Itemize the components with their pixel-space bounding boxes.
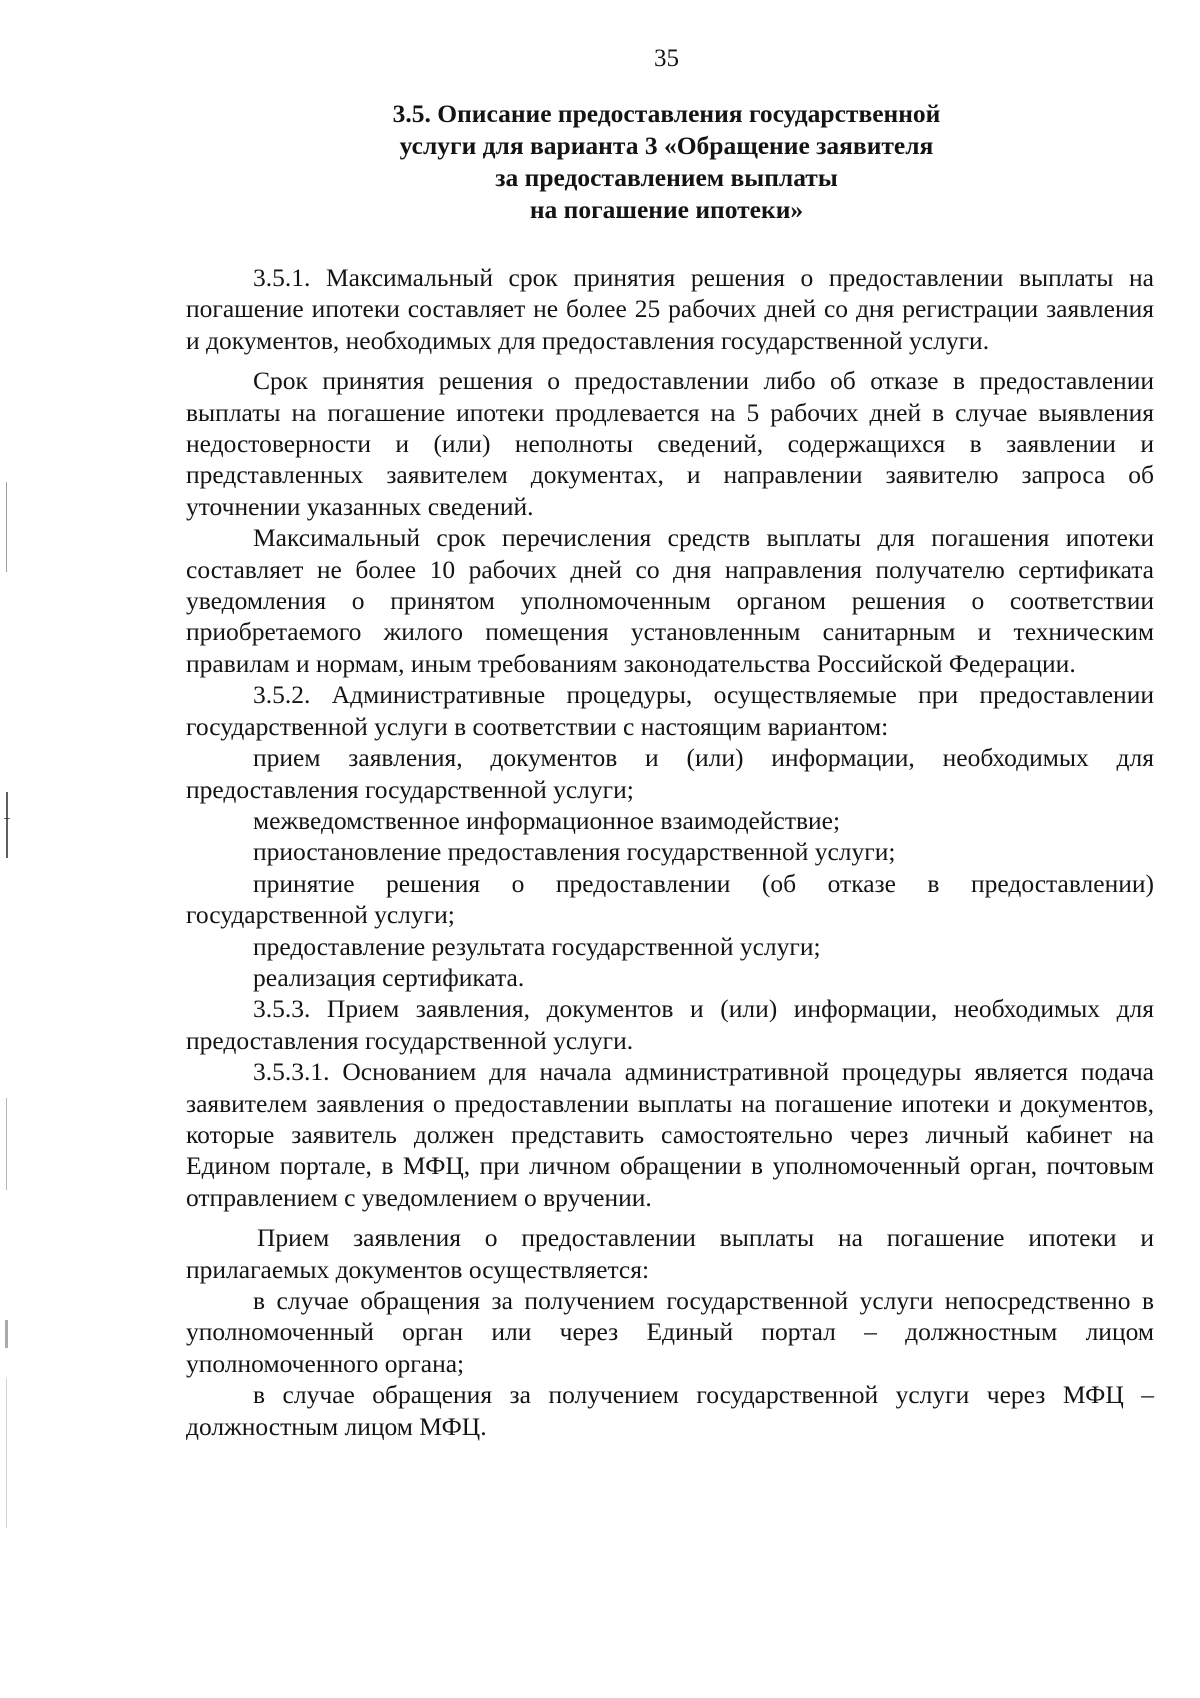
paragraph-3-5-3-1: 3.5.3.1. Основанием для начала административной процедуры является подача заявителем заявления о предоставлении выплаты на погашение ипотеки и документов, которые заявитель должен представить самостоятельно через личный кабинет на Едином портале, в МФЦ, при личном обращении в уполномоченный орган, почтовым отправлением с уведомлением о вручении. bbox=[186, 1057, 1154, 1212]
list-item-acceptance: в случае обращения за получением государственной услуги через МФЦ – должностным лицом МФЦ. bbox=[186, 1380, 1154, 1441]
paragraph-3-5-1: 3.5.1. Максимальный срок принятия решения о предоставлении выплаты на погашение ипотеки составляет не более 25 рабочих дней со дня регистрации заявления и документов, необходимых для предоставления государственной услуги. bbox=[186, 263, 1154, 355]
list-item-acceptance: в случае обращения за получением государственной услуги непосредственно в уполномоченный орган или через Единый портал – должностным лицом уполномоченного органа; bbox=[186, 1286, 1154, 1378]
list-item-procedure: предоставление результата государственной услуги; bbox=[253, 931, 821, 961]
paragraph-3-5-3: 3.5.3. Прием заявления, документов и (или) информации, необходимых для предоставления государственной услуги. bbox=[186, 994, 1154, 1055]
page-number: 35 bbox=[654, 45, 679, 72]
scan-artifact bbox=[6, 1098, 7, 1190]
paragraph-3-5-2: 3.5.2. Административные процедуры, осуществляемые при предоставлении государственной услуги в соответствии с настоящим вариантом: bbox=[186, 680, 1154, 741]
list-item-procedure: реализация сертификата. bbox=[253, 962, 525, 992]
scan-artifact bbox=[6, 482, 7, 572]
section-heading bbox=[0, 98, 1200, 226]
list-item-procedure: прием заявления, документов и (или) информации, необходимых для предоставления государственной услуги; bbox=[186, 743, 1154, 804]
list-item-procedure: приостановление предоставления государственной услуги; bbox=[253, 837, 896, 867]
document-body bbox=[186, 262, 1154, 1442]
heading-line: 3.5. Описание предоставления государственной bbox=[392, 99, 941, 128]
heading-line: на погашение ипотеки» bbox=[529, 195, 804, 224]
scan-artifact bbox=[6, 1378, 7, 1528]
list-item-procedure: межведомственное информационное взаимодействие; bbox=[253, 805, 841, 835]
scan-artifact bbox=[5, 1320, 8, 1348]
list-item-procedure: принятие решения о предоставлении (об отказе в предоставлении) государственной услуги; bbox=[186, 868, 1154, 930]
heading-line: услуги для варианта 3 «Обращение заявителя bbox=[399, 131, 934, 160]
paragraph-decision-extension: Срок принятия решения о предоставлении либо об отказе в предоставлении выплаты на погашение ипотеки продлевается на 5 рабочих дней в случае выявления недостоверности и (или) неполноты сведений, содержащихся в заявлении и представленных заявителем документах, и направлении заявителю запроса об уточнении указанных сведений. bbox=[186, 366, 1154, 521]
paragraph-acceptance: Прием заявления о предоставлении выплаты на погашение ипотеки и прилагаемых документов осуществляется: bbox=[186, 1223, 1154, 1284]
paragraph-transfer-term: Максимальный срок перечисления средств выплаты для погашения ипотеки составляет не более 10 рабочих дней со дня направления получателю сертификата уведомления о принятом уполномоченным органом решения о соответствии приобретаемого жилого помещения установленным санитарным и техническим правилам и нормам, иным требованиям законодательства Российской Федерации. bbox=[186, 523, 1154, 678]
heading-line: за предоставлением выплаты bbox=[495, 163, 838, 192]
scan-artifact bbox=[6, 792, 8, 858]
scan-artifact bbox=[4, 818, 10, 819]
